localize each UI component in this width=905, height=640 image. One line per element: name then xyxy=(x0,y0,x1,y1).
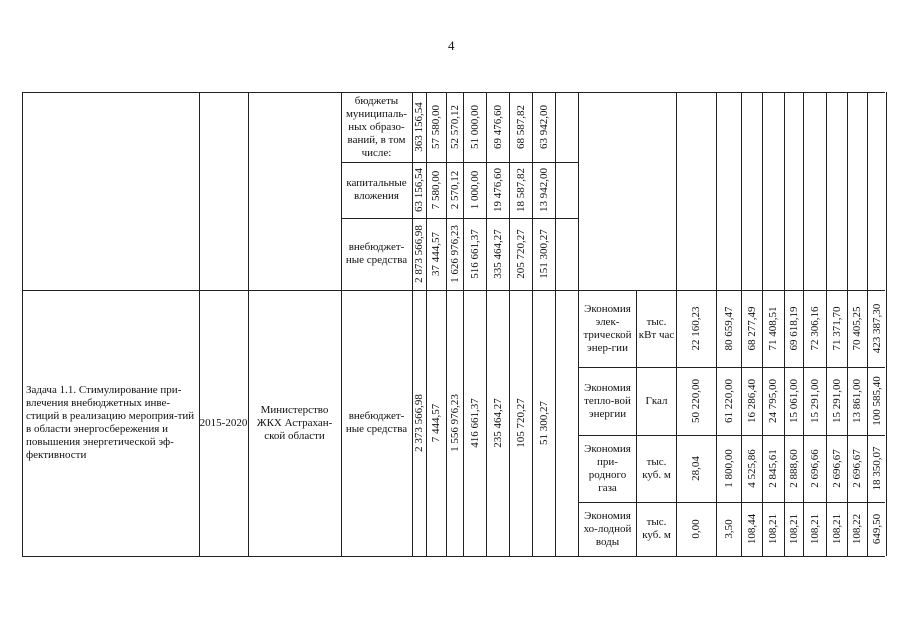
funding-value: 63 156,54 xyxy=(413,168,425,212)
funding-value: 18 587,82 xyxy=(514,168,527,212)
indicator-value: 71 371,70 xyxy=(830,306,843,351)
table-vline xyxy=(578,92,579,556)
funding-value: 151 300,27 xyxy=(537,229,550,279)
indicator-value: 423 387,30 xyxy=(870,303,883,354)
table-vline xyxy=(676,92,677,556)
indicator-value: 80 659,47 xyxy=(722,306,735,351)
task-funding-value: 51 300,27 xyxy=(537,401,550,445)
table-vline xyxy=(803,92,804,556)
funding-value: 52 570,12 xyxy=(448,105,461,149)
indicator-value: 2 888,60 xyxy=(787,449,800,488)
task-funding-value: 416 661,37 xyxy=(468,398,481,448)
funding-source-label: капитальные вложения xyxy=(346,177,407,202)
task-funding-value: 2 373 566,98 xyxy=(413,394,425,452)
task-funding-value: 1 556 976,23 xyxy=(448,394,461,452)
indicator-value: 649,50 xyxy=(870,513,883,545)
indicator-value: 50 220,00 xyxy=(690,379,702,423)
table-hline xyxy=(22,556,885,557)
indicator-value: 108,21 xyxy=(830,513,843,545)
indicator-value: 2 696,67 xyxy=(830,449,843,488)
indicator-name: Экономия хо-лодной воды xyxy=(583,509,632,548)
funding-value: 69 476,60 xyxy=(491,105,504,149)
table-hline xyxy=(22,92,885,93)
funding-value: 68 587,82 xyxy=(514,105,527,149)
indicator-value: 18 350,07 xyxy=(870,446,883,491)
task-name: Задача 1.1. Стимулирование при-влечения внебюджетных инве-стиций в реализацию мероприя-тий в области энергосбережения и повышения энергетической эф-фективности xyxy=(26,384,195,461)
task-executor: Министерство ЖКХ Астрахан-ской области xyxy=(256,403,333,442)
task-funding-value: 7 444,57 xyxy=(430,403,442,443)
table-vline xyxy=(22,92,23,556)
funding-value: 516 661,37 xyxy=(468,229,481,279)
indicator-value: 61 220,00 xyxy=(722,379,735,423)
funding-source-label: внебюджет-ные средства xyxy=(345,241,408,266)
funding-value: 363 156,54 xyxy=(413,102,425,152)
funding-value: 51 000,00 xyxy=(468,105,481,149)
indicator-value: 108,21 xyxy=(808,513,821,545)
indicator-value: 2 696,67 xyxy=(851,449,863,488)
indicator-unit: тыс. кВт час xyxy=(638,315,675,341)
funding-source-label: бюджеты муниципаль-ных образо-ваний, в том числе: xyxy=(345,94,408,159)
funding-value: 7 580,00 xyxy=(430,170,442,210)
indicator-value: 1 800,00 xyxy=(722,449,735,488)
funding-value: 13 942,00 xyxy=(537,168,550,212)
funding-value: 205 720,27 xyxy=(514,229,527,279)
indicator-value: 16 286,40 xyxy=(745,379,758,423)
indicator-unit: тыс. куб. м xyxy=(642,455,671,481)
funding-value: 19 476,60 xyxy=(491,168,504,212)
indicator-value: 24 795,00 xyxy=(767,379,779,423)
funding-value: 335 464,27 xyxy=(491,229,504,279)
table-vline xyxy=(826,92,827,556)
task-funding-value: 235 464,27 xyxy=(491,398,504,448)
table-vline xyxy=(847,92,848,556)
task-funding-value: 105 720,27 xyxy=(514,398,527,448)
indicator-value: 100 585,40 xyxy=(870,376,883,426)
task-period: 2015-2020 xyxy=(199,416,248,429)
funding-value: 37 444,57 xyxy=(430,232,442,276)
indicator-value: 108,22 xyxy=(851,513,863,545)
funding-value: 1 000,00 xyxy=(468,170,481,210)
page-number: 4 xyxy=(448,38,455,53)
task-funding-source: внебюджет-ные средства xyxy=(345,410,408,435)
indicator-value: 70 405,25 xyxy=(851,306,863,351)
table-vline xyxy=(716,92,717,556)
indicator-value: 4 525,86 xyxy=(745,449,758,488)
table-vline xyxy=(741,92,742,556)
indicator-value: 108,21 xyxy=(787,513,800,545)
indicator-value: 0,00 xyxy=(690,519,702,539)
indicator-name: Экономия при-родного газа xyxy=(584,442,631,494)
indicator-value: 13 861,00 xyxy=(851,379,863,423)
indicator-value: 3,50 xyxy=(722,519,735,539)
indicator-value: 15 061,00 xyxy=(787,379,800,423)
table-vline xyxy=(867,92,868,556)
indicator-value: 15 291,00 xyxy=(808,379,821,423)
funding-value: 63 942,00 xyxy=(537,105,550,149)
indicator-name: Экономия элек-трической энер-гии xyxy=(583,302,632,354)
indicator-value: 71 408,51 xyxy=(767,306,779,351)
indicator-value: 108,44 xyxy=(745,513,758,545)
table-vline xyxy=(248,92,249,556)
indicator-value: 15 291,00 xyxy=(830,379,843,423)
indicator-value: 22 160,23 xyxy=(690,306,702,351)
table-vline xyxy=(886,92,887,556)
table-vline xyxy=(784,92,785,556)
funding-value: 57 580,00 xyxy=(430,105,442,149)
table-vline xyxy=(636,290,637,556)
indicator-value: 2 696,66 xyxy=(808,449,821,488)
indicator-name: Экономия тепло-вой энергии xyxy=(584,381,631,420)
indicator-unit: Гкал xyxy=(645,394,668,407)
indicator-value: 2 845,61 xyxy=(767,449,779,488)
indicator-value: 28,04 xyxy=(690,456,702,481)
indicator-value: 108,21 xyxy=(767,513,779,545)
indicator-value: 72 306,16 xyxy=(808,306,821,351)
funding-value: 1 626 976,23 xyxy=(448,225,461,283)
indicator-value: 69 618,19 xyxy=(787,306,800,351)
indicator-value: 68 277,49 xyxy=(745,306,758,351)
indicator-unit: тыс. куб. м xyxy=(642,516,671,541)
funding-value: 2 873 566,98 xyxy=(413,225,425,283)
table-vline xyxy=(762,92,763,556)
funding-value: 2 570,12 xyxy=(448,170,461,210)
